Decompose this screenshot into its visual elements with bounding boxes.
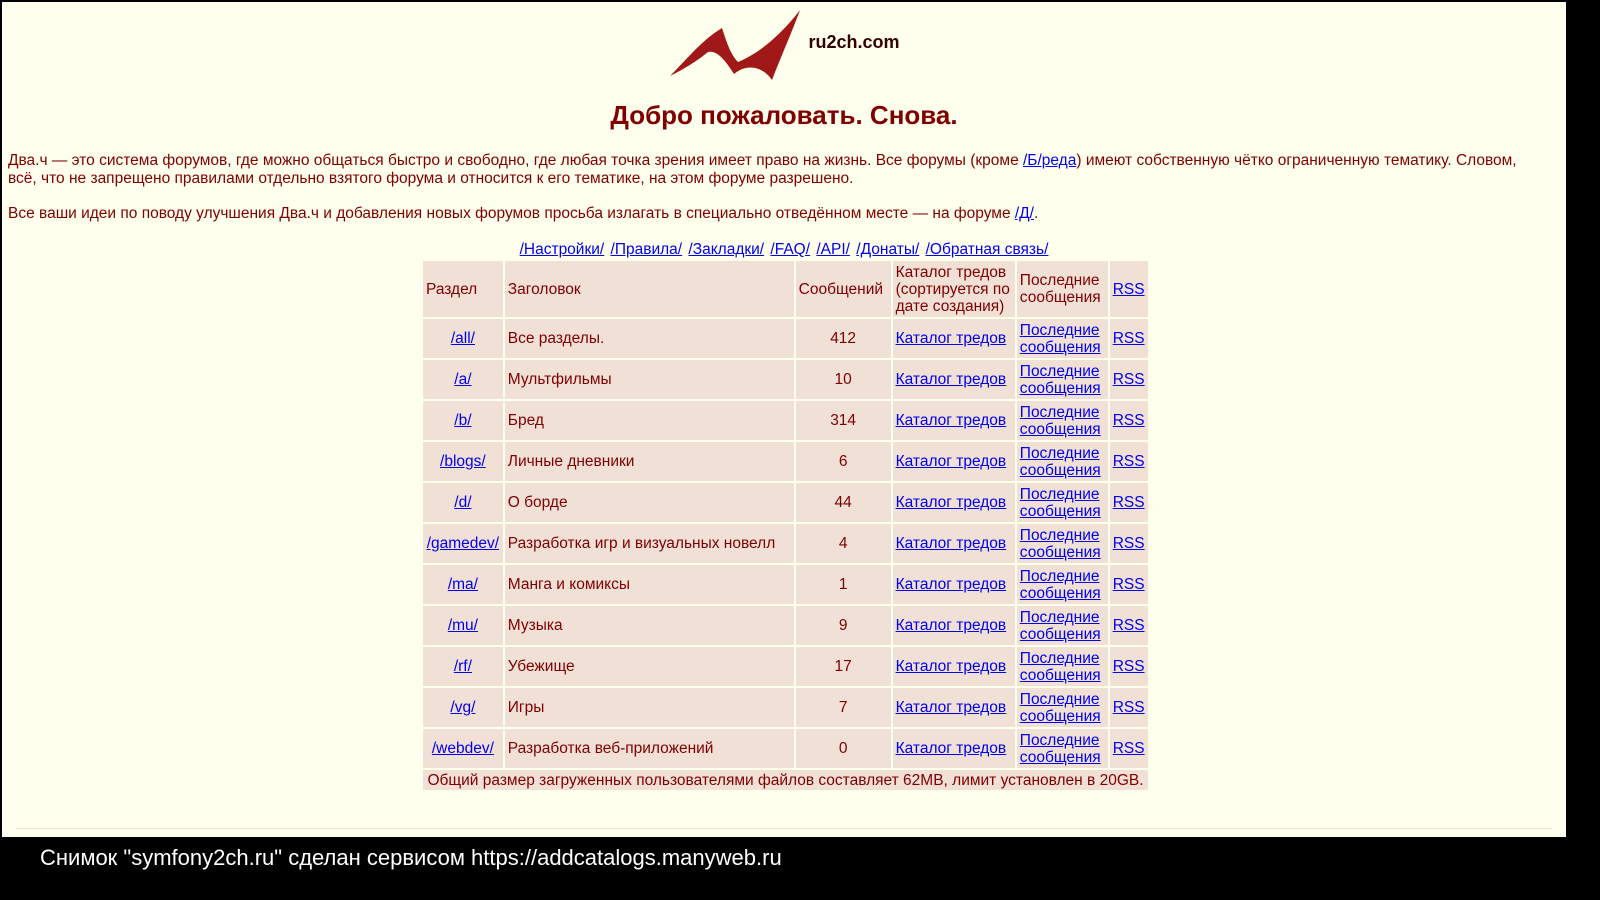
nav-donate[interactable]: /Донаты/	[856, 241, 920, 258]
last-messages-link[interactable]: Последние сообщения	[1019, 362, 1101, 397]
table-row	[423, 729, 1148, 768]
rss-link[interactable]: RSS	[1112, 617, 1145, 634]
nav-feedback[interactable]: /Обратная связь/	[925, 241, 1049, 258]
board-link[interactable]: /gamedev/	[426, 535, 500, 552]
board-title: Разработка веб-приложений	[505, 729, 794, 768]
ideas-paragraph	[8, 205, 1038, 223]
catalog-cell	[893, 729, 1015, 768]
board-cell	[423, 565, 503, 604]
rss-link[interactable]: RSS	[1112, 658, 1145, 675]
board-message-count: 6	[796, 442, 891, 481]
last-messages-link[interactable]: Последние сообщения	[1019, 403, 1101, 438]
logo-row	[2, 8, 1566, 84]
board-title: Игры	[505, 688, 794, 727]
board-link[interactable]: /all/	[450, 330, 475, 347]
last-messages-cell	[1017, 442, 1108, 481]
board-link[interactable]: /blogs/	[440, 453, 486, 470]
catalog-cell	[893, 401, 1015, 440]
board-cell	[423, 319, 503, 358]
site-name: ru2ch.com	[808, 31, 900, 52]
intro-text-after: ) имеют собственную чётко ограниченную тематику. Словом, всё, что не запрещено правилами отдельно взятого форума и относится к его тематике, на этом форуме разрешено.	[8, 152, 1517, 187]
last-messages-cell	[1017, 729, 1108, 768]
table-row	[423, 483, 1148, 522]
nav-faq[interactable]: /FAQ/	[770, 241, 811, 258]
rss-cell	[1110, 401, 1148, 440]
board-cell	[423, 483, 503, 522]
catalog-cell	[893, 524, 1015, 563]
catalog-link[interactable]: Каталог тредов	[895, 658, 1007, 675]
board-title: Разработка игр и визуальных новелл	[505, 524, 794, 563]
last-messages-cell	[1017, 565, 1108, 604]
board-cell	[423, 401, 503, 440]
last-messages-link[interactable]: Последние сообщения	[1019, 690, 1101, 725]
table-header-row	[423, 261, 1148, 317]
last-messages-link[interactable]: Последние сообщения	[1019, 526, 1101, 561]
rss-link[interactable]: RSS	[1112, 412, 1145, 429]
last-messages-link[interactable]: Последние сообщения	[1019, 321, 1101, 356]
intro-paragraph	[8, 152, 1544, 188]
rss-cell	[1110, 688, 1148, 727]
divider	[16, 828, 1552, 829]
rss-cell	[1110, 524, 1148, 563]
board-message-count: 44	[796, 483, 891, 522]
board-title: Мультфильмы	[505, 360, 794, 399]
rss-link[interactable]: RSS	[1112, 535, 1145, 552]
board-title: Музыка	[505, 606, 794, 645]
board-message-count: 412	[796, 319, 891, 358]
rss-cell	[1110, 565, 1148, 604]
rss-cell	[1110, 647, 1148, 686]
table-row	[423, 606, 1148, 645]
last-messages-link[interactable]: Последние сообщения	[1019, 731, 1101, 766]
last-messages-link[interactable]: Последние сообщения	[1019, 608, 1101, 643]
board-link[interactable]: /ma/	[447, 576, 478, 593]
board-title: Манга и комиксы	[505, 565, 794, 604]
table-row	[423, 319, 1148, 358]
board-link[interactable]: /mu/	[447, 617, 478, 634]
catalog-link[interactable]: Каталог тредов	[895, 617, 1007, 634]
last-messages-link[interactable]: Последние сообщения	[1019, 485, 1101, 520]
board-title: Все разделы.	[505, 319, 794, 358]
header-messages: Сообщений	[796, 261, 891, 317]
catalog-link[interactable]: Каталог тредов	[895, 740, 1007, 757]
header-section: Раздел	[423, 261, 503, 317]
board-cell	[423, 688, 503, 727]
watermark-caption: Снимок "symfony2ch.ru" сделан сервисом https://addcatalogs.manyweb.ru	[40, 845, 782, 870]
board-cell	[423, 729, 503, 768]
nav-links	[2, 241, 1566, 259]
table-row	[423, 688, 1148, 727]
board-message-count: 17	[796, 647, 891, 686]
table-row	[423, 401, 1148, 440]
rss-link[interactable]: RSS	[1112, 371, 1145, 388]
board-message-count: 9	[796, 606, 891, 645]
board-link[interactable]: /a/	[454, 371, 472, 388]
ideas-text: Все ваши идеи по поводу улучшения Два.ч и добавления новых форумов просьба излагать в специально отведённом месте — на форуме	[8, 205, 1015, 222]
board-message-count: 10	[796, 360, 891, 399]
board-link[interactable]: /rf/	[453, 658, 472, 675]
last-messages-cell	[1017, 401, 1108, 440]
rss-cell	[1110, 360, 1148, 399]
last-messages-cell	[1017, 688, 1108, 727]
rss-link[interactable]: RSS	[1112, 740, 1145, 757]
rss-link[interactable]: RSS	[1112, 453, 1145, 470]
last-messages-link[interactable]: Последние сообщения	[1019, 567, 1101, 602]
d-board-link[interactable]: /Д/	[1014, 205, 1034, 222]
board-link[interactable]: /b/	[454, 412, 472, 429]
catalog-cell	[893, 565, 1015, 604]
last-messages-cell	[1017, 524, 1108, 563]
board-message-count: 0	[796, 729, 891, 768]
last-messages-link[interactable]: Последние сообщения	[1019, 649, 1101, 684]
board-message-count: 314	[796, 401, 891, 440]
board-cell	[423, 360, 503, 399]
bred-link[interactable]: /Б/реда	[1023, 152, 1077, 169]
site-logo-icon[interactable]	[668, 10, 802, 82]
rss-cell	[1110, 483, 1148, 522]
catalog-link[interactable]: Каталог тредов	[895, 453, 1007, 470]
board-cell	[423, 442, 503, 481]
rss-cell	[1110, 606, 1148, 645]
board-link[interactable]: /d/	[454, 494, 472, 511]
board-link[interactable]: /webdev/	[431, 740, 494, 757]
catalog-cell	[893, 606, 1015, 645]
last-messages-cell	[1017, 360, 1108, 399]
board-title: Убежище	[505, 647, 794, 686]
last-messages-cell	[1017, 319, 1108, 358]
last-messages-cell	[1017, 606, 1108, 645]
board-message-count: 4	[796, 524, 891, 563]
catalog-link[interactable]: Каталог тредов	[895, 412, 1007, 429]
board-message-count: 7	[796, 688, 891, 727]
nav-rules[interactable]: /Правила/	[610, 241, 683, 258]
board-cell	[423, 647, 503, 686]
catalog-cell	[893, 647, 1015, 686]
rss-cell	[1110, 729, 1148, 768]
catalog-link[interactable]: Каталог тредов	[895, 576, 1007, 593]
board-title: Бред	[505, 401, 794, 440]
ideas-end: .	[1034, 205, 1039, 222]
table-row	[423, 360, 1148, 399]
board-cell	[423, 524, 503, 563]
catalog-cell	[893, 688, 1015, 727]
board-cell	[423, 606, 503, 645]
header-last: Последние сообщения	[1017, 261, 1108, 317]
storage-info: Общий размер загруженных пользователями файлов составляет 62MB, лимит установлен в 20GB.	[423, 770, 1148, 790]
catalog-link[interactable]: Каталог тредов	[895, 371, 1007, 388]
rss-link[interactable]: RSS	[1112, 576, 1145, 593]
table-row	[423, 524, 1148, 563]
board-title: О борде	[505, 483, 794, 522]
board-link[interactable]: /vg/	[450, 699, 476, 716]
catalog-cell	[893, 319, 1015, 358]
rss-link[interactable]: RSS	[1112, 699, 1145, 716]
intro-text-before: Два.ч — это система форумов, где можно общаться быстро и свободно, где любая точка зрения имеет право на жизнь. Все форумы (кроме	[8, 152, 1023, 169]
table-footer-row	[423, 770, 1148, 790]
board-title: Личные дневники	[505, 442, 794, 481]
last-messages-link[interactable]: Последние сообщения	[1019, 444, 1101, 479]
catalog-cell	[893, 360, 1015, 399]
nav-api[interactable]: /API/	[816, 241, 850, 258]
table-row	[423, 565, 1148, 604]
catalog-link[interactable]: Каталог тредов	[895, 494, 1007, 511]
catalog-cell	[893, 442, 1015, 481]
board-message-count: 1	[796, 565, 891, 604]
rss-cell	[1110, 319, 1148, 358]
last-messages-cell	[1017, 647, 1108, 686]
table-row	[423, 647, 1148, 686]
rss-cell	[1110, 442, 1148, 481]
table-row	[423, 442, 1148, 481]
header-catalog: Каталог тредов (сортируется по дате создания)	[893, 261, 1015, 317]
page	[2, 2, 1566, 837]
nav-bookmarks[interactable]: /Закладки/	[688, 241, 765, 258]
rss-link[interactable]: RSS	[1112, 330, 1145, 347]
boards-table	[421, 259, 1150, 792]
header-title: Заголовок	[505, 261, 794, 317]
header-rss-cell	[1110, 261, 1148, 317]
catalog-link[interactable]: Каталог тредов	[895, 330, 1007, 347]
catalog-link[interactable]: Каталог тредов	[895, 535, 1007, 552]
catalog-link[interactable]: Каталог тредов	[895, 699, 1007, 716]
last-messages-cell	[1017, 483, 1108, 522]
rss-link[interactable]: RSS	[1112, 494, 1145, 511]
header-rss-link[interactable]: RSS	[1112, 280, 1145, 298]
catalog-cell	[893, 483, 1015, 522]
nav-settings[interactable]: /Настройки/	[519, 241, 605, 258]
page-title: Добро пожаловать. Снова.	[610, 100, 958, 130]
